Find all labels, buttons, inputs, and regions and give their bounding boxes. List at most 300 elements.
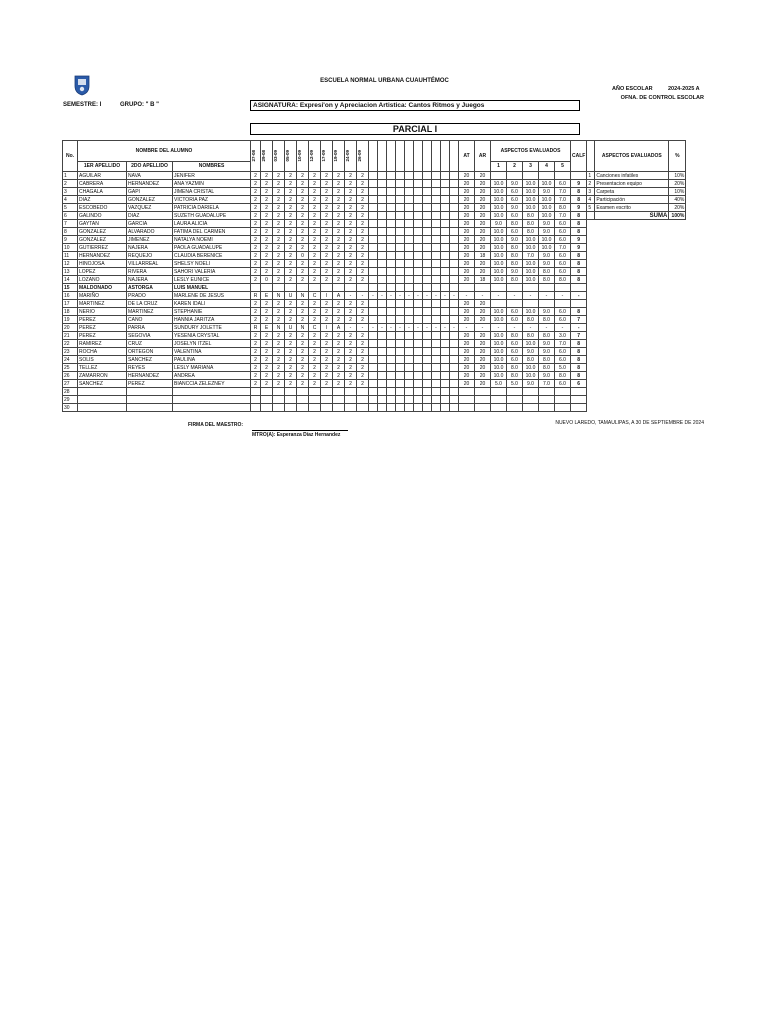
aspect-score: 10.0	[491, 332, 507, 340]
empty-cell	[669, 292, 686, 300]
empty-cell	[387, 332, 396, 340]
empty-cell	[378, 380, 387, 388]
empty-cell	[378, 372, 387, 380]
attendance-cell: 2	[309, 364, 321, 372]
row-number: 4	[63, 196, 78, 204]
aspect-score	[539, 396, 555, 404]
empty-cell	[387, 284, 396, 292]
empty-cell	[441, 348, 450, 356]
aspect-score: 9.0	[539, 372, 555, 380]
attendance-cell: 2	[285, 196, 297, 204]
ar-value: 20	[475, 260, 491, 268]
aspect-score: 9.0	[539, 260, 555, 268]
attendance-cell: 2	[297, 276, 309, 284]
attendance-cell	[251, 284, 261, 292]
empty-cell: -	[387, 324, 396, 332]
attendance-cell: 2	[251, 380, 261, 388]
aspect-score: 6.0	[507, 308, 523, 316]
aspect-score: 10.0	[491, 372, 507, 380]
given-names: CLAUDIA BERENICE	[173, 252, 251, 260]
aspect-score: 6.0	[555, 268, 571, 276]
empty-cell	[595, 332, 669, 340]
empty-cell	[587, 356, 595, 364]
aspect-score: 8.0	[555, 276, 571, 284]
attendance-cell: 2	[345, 316, 357, 324]
final-grade: 8	[571, 260, 587, 268]
attendance-cell: 2	[251, 348, 261, 356]
attendance-cell: 2	[309, 252, 321, 260]
empty-cell	[595, 316, 669, 324]
attendance-cell: 2	[285, 380, 297, 388]
given-names: ANDREA	[173, 372, 251, 380]
col-ap1: 1ER APELLIDO	[78, 161, 127, 171]
attendance-cell: 2	[345, 260, 357, 268]
ar-value: 20	[475, 268, 491, 276]
table-row	[63, 228, 686, 236]
grade-sheet	[62, 70, 707, 444]
attendance-cell: 2	[261, 220, 273, 228]
empty-cell	[396, 196, 405, 204]
ar-value	[475, 388, 491, 396]
row-number: 30	[63, 404, 78, 412]
final-grade	[571, 388, 587, 396]
empty-cell	[450, 396, 459, 404]
empty-cell	[423, 268, 432, 276]
attendance-cell: 2	[321, 380, 333, 388]
attendance-cell	[251, 396, 261, 404]
empty-cell	[414, 244, 423, 252]
aspect-score	[539, 284, 555, 292]
attendance-cell: 2	[333, 212, 345, 220]
attendance-cell: 2	[357, 236, 369, 244]
empty-cell	[450, 340, 459, 348]
final-grade	[571, 284, 587, 292]
table-row	[63, 348, 686, 356]
empty-cell	[369, 388, 378, 396]
given-names: HANNIA JARITZA	[173, 316, 251, 324]
aspect-score: 10.0	[539, 244, 555, 252]
empty-cell	[387, 388, 396, 396]
given-names: PAOLA GUADALUPE	[173, 244, 251, 252]
aspect-score: -	[555, 324, 571, 332]
row-number: 20	[63, 324, 78, 332]
aspect-score: 10.0	[491, 196, 507, 204]
first-surname: MALDONADO	[78, 284, 127, 292]
empty-cell	[378, 244, 387, 252]
second-surname: NAVA	[127, 172, 173, 180]
col-ap2: 2DO APELLIDO	[127, 161, 173, 171]
table-row	[63, 188, 686, 196]
attendance-cell: 2	[333, 180, 345, 188]
table-row	[63, 268, 686, 276]
attendance-cell	[345, 404, 357, 412]
attendance-cell: 2	[297, 364, 309, 372]
aspect-score: 6.0	[507, 212, 523, 220]
ar-value: 20	[475, 356, 491, 364]
at-value: 20	[459, 204, 475, 212]
row-number: 26	[63, 372, 78, 380]
attendance-cell: 2	[273, 364, 285, 372]
first-surname: ROCHA	[78, 348, 127, 356]
attendance-cell: 2	[357, 276, 369, 284]
empty-cell	[405, 228, 414, 236]
empty-cell	[432, 204, 441, 212]
given-names: BIANCCIA ZELEZNEY	[173, 380, 251, 388]
ar-value: 20	[475, 300, 491, 308]
attendance-cell: 2	[285, 204, 297, 212]
aspect-score: 9.0	[491, 220, 507, 228]
final-grade: 9	[571, 204, 587, 212]
aspect-score: 10.0	[491, 308, 507, 316]
empty-cell	[423, 364, 432, 372]
attendance-cell: 2	[251, 252, 261, 260]
empty-cell	[414, 260, 423, 268]
attendance-cell: 2	[297, 172, 309, 180]
table-row	[63, 276, 686, 284]
attendance-cell: E	[261, 292, 273, 300]
school-year-value: 2024-2025 A	[668, 86, 700, 92]
col-no: No.	[63, 141, 78, 172]
empty-cell	[441, 332, 450, 340]
attendance-cell	[321, 284, 333, 292]
second-surname: PEREZ	[127, 380, 173, 388]
attendance-cell: 2	[309, 220, 321, 228]
aspect-score	[539, 172, 555, 180]
attendance-cell	[273, 284, 285, 292]
aspect-score	[523, 284, 539, 292]
attendance-cell	[261, 396, 273, 404]
aspect-score: 10.0	[539, 204, 555, 212]
attendance-cell: 2	[251, 300, 261, 308]
aspect-score: 10.0	[523, 236, 539, 244]
at-value: 20	[459, 372, 475, 380]
empty-cell	[387, 308, 396, 316]
attendance-cell: 2	[357, 356, 369, 364]
attendance-cell	[333, 404, 345, 412]
empty-cell	[669, 276, 686, 284]
second-surname: DE LA CRUZ	[127, 300, 173, 308]
empty-cell	[595, 308, 669, 316]
empty-cell	[669, 348, 686, 356]
empty-cell	[587, 308, 595, 316]
attendance-cell: 2	[345, 340, 357, 348]
empty-cell	[414, 196, 423, 204]
final-grade: -	[571, 324, 587, 332]
empty-cell	[595, 284, 669, 292]
ar-value	[475, 396, 491, 404]
empty-cell: -	[396, 292, 405, 300]
table-row	[63, 324, 686, 332]
empty-cell	[405, 172, 414, 180]
aspect-score: 10.0	[539, 180, 555, 188]
aspect-score: 6.0	[555, 228, 571, 236]
empty-cell: -	[387, 292, 396, 300]
attendance-cell	[357, 396, 369, 404]
empty-cell	[387, 268, 396, 276]
first-surname: DIAZ	[78, 196, 127, 204]
given-names: PATRICIA DARIELA	[173, 204, 251, 212]
table-row	[63, 212, 686, 220]
attendance-cell: 2	[297, 340, 309, 348]
second-surname: PARRA	[127, 324, 173, 332]
attendance-cell: 2	[357, 260, 369, 268]
empty-cell	[378, 220, 387, 228]
ar-value	[475, 284, 491, 292]
attendance-cell: 2	[285, 276, 297, 284]
attendance-cell: 2	[309, 340, 321, 348]
empty-cell	[369, 252, 378, 260]
empty-cell	[414, 188, 423, 196]
attendance-cell: 2	[297, 332, 309, 340]
empty-cell	[378, 388, 387, 396]
attendance-cell: 2	[251, 364, 261, 372]
attendance-cell: 2	[297, 300, 309, 308]
empty-cell	[441, 172, 450, 180]
empty-cell	[405, 220, 414, 228]
attendance-cell: 2	[285, 348, 297, 356]
second-surname: CRUZ	[127, 340, 173, 348]
empty-cell	[669, 316, 686, 324]
attendance-cell: 2	[261, 196, 273, 204]
attendance-cell: 2	[345, 364, 357, 372]
final-grade: 6	[571, 380, 587, 388]
attendance-cell: 2	[309, 236, 321, 244]
col-aspects: ASPECTOS EVALUADOS	[491, 141, 571, 162]
empty-cell: -	[405, 324, 414, 332]
attendance-cell: 2	[333, 372, 345, 380]
aspect-score: -	[523, 292, 539, 300]
attendance-cell: 2	[345, 180, 357, 188]
empty-cell	[587, 276, 595, 284]
at-value: -	[459, 324, 475, 332]
second-surname: JIMENEZ	[127, 236, 173, 244]
aspect-score: 6.0	[507, 316, 523, 324]
empty-cell	[423, 300, 432, 308]
aspect-score: 10.0	[523, 268, 539, 276]
date-col-8: 24-09	[345, 141, 357, 172]
aspect-score: 10.0	[523, 308, 539, 316]
attendance-cell: 2	[321, 276, 333, 284]
attendance-cell: 2	[345, 236, 357, 244]
empty-cell	[595, 380, 669, 388]
given-names: STEPHANIE	[173, 308, 251, 316]
aspect-score: 8.0	[507, 364, 523, 372]
attendance-cell: 2	[273, 332, 285, 340]
aspect-score: 10.0	[491, 268, 507, 276]
empty-cell	[369, 380, 378, 388]
empty-cell	[387, 252, 396, 260]
final-grade: 7	[571, 332, 587, 340]
attendance-cell: 2	[357, 380, 369, 388]
empty-cell	[669, 364, 686, 372]
attendance-cell: A	[333, 324, 345, 332]
attendance-cell: 2	[357, 308, 369, 316]
empty-cell	[369, 348, 378, 356]
col-at: AT	[459, 141, 475, 172]
empty-cell	[450, 364, 459, 372]
attendance-cell: 2	[345, 252, 357, 260]
first-surname: LOZANO	[78, 276, 127, 284]
aspect-number: 3	[587, 188, 595, 196]
attendance-cell	[297, 404, 309, 412]
empty-cell	[396, 356, 405, 364]
empty-cell	[587, 228, 595, 236]
attendance-cell: 2	[261, 380, 273, 388]
attendance-cell: 2	[273, 340, 285, 348]
second-surname: SANCHEZ	[127, 356, 173, 364]
empty-cell	[432, 300, 441, 308]
empty-cell	[378, 284, 387, 292]
empty-cell	[441, 252, 450, 260]
attendance-cell: 2	[309, 204, 321, 212]
empty-cell	[378, 404, 387, 412]
table-row	[63, 300, 686, 308]
empty-cell	[432, 196, 441, 204]
empty-cell	[441, 284, 450, 292]
ar-value: 20	[475, 316, 491, 324]
final-grade	[571, 396, 587, 404]
empty-cell	[378, 308, 387, 316]
row-number: 21	[63, 332, 78, 340]
empty-cell	[396, 300, 405, 308]
empty-cell	[396, 348, 405, 356]
empty-cell	[432, 340, 441, 348]
attendance-cell: 2	[273, 372, 285, 380]
row-number: 8	[63, 228, 78, 236]
empty-cell	[432, 396, 441, 404]
attendance-cell: 2	[345, 220, 357, 228]
attendance-cell: 2	[321, 244, 333, 252]
date-col-0: 27-08	[251, 141, 261, 172]
empty-cell	[396, 372, 405, 380]
empty-cell	[396, 268, 405, 276]
empty-cell	[587, 284, 595, 292]
empty-cell	[378, 364, 387, 372]
aspect-score: 6.0	[555, 380, 571, 388]
second-surname: NAJERA	[127, 244, 173, 252]
empty-cell: -	[423, 292, 432, 300]
aspect-score: 10.0	[491, 204, 507, 212]
empty-cell	[387, 380, 396, 388]
empty-cell	[669, 340, 686, 348]
given-names: LESLY MARIANA	[173, 364, 251, 372]
empty-cell	[378, 348, 387, 356]
empty-cell: -	[369, 292, 378, 300]
empty-cell	[587, 380, 595, 388]
aspect-score: 9.0	[539, 340, 555, 348]
attendance-cell: 2	[273, 316, 285, 324]
attendance-cell	[297, 284, 309, 292]
empty-cell	[432, 372, 441, 380]
empty-cell	[587, 292, 595, 300]
attendance-cell: 2	[321, 356, 333, 364]
aspect-score: 5.0	[555, 364, 571, 372]
attendance-cell	[333, 396, 345, 404]
attendance-cell: 2	[321, 172, 333, 180]
attendance-cell: 2	[357, 348, 369, 356]
empty-cell	[432, 348, 441, 356]
aspect-score: 7.0	[555, 340, 571, 348]
attendance-cell: 0	[297, 252, 309, 260]
attendance-cell	[309, 396, 321, 404]
empty-cell	[387, 220, 396, 228]
attendance-cell: 2	[261, 180, 273, 188]
second-surname	[127, 396, 173, 404]
empty-cell	[414, 220, 423, 228]
empty-cell	[378, 356, 387, 364]
empty-cell	[595, 372, 669, 380]
empty-cell	[396, 396, 405, 404]
attendance-cell: 2	[345, 372, 357, 380]
empty-cell	[432, 220, 441, 228]
given-names: SAHORI VALERIA	[173, 268, 251, 276]
aspect-num-4: 4	[539, 161, 555, 171]
final-grade: 8	[571, 356, 587, 364]
empty-cell	[587, 388, 595, 396]
first-surname	[78, 404, 127, 412]
attendance-cell: 2	[297, 260, 309, 268]
attendance-cell: 2	[345, 172, 357, 180]
row-number: 25	[63, 364, 78, 372]
aspect-name: Participación	[595, 196, 669, 204]
attendance-cell	[321, 396, 333, 404]
aspect-score	[555, 388, 571, 396]
empty-cell	[387, 404, 396, 412]
table-row	[63, 260, 686, 268]
second-surname: DIAZ	[127, 212, 173, 220]
empty-cell	[369, 284, 378, 292]
aspect-score: 6.0	[507, 348, 523, 356]
empty-cell: -	[423, 324, 432, 332]
attendance-cell	[261, 284, 273, 292]
aspect-score: 6.0	[555, 236, 571, 244]
attendance-cell: 2	[309, 196, 321, 204]
attendance-cell	[285, 284, 297, 292]
empty-cell	[369, 228, 378, 236]
given-names	[173, 388, 251, 396]
empty-cell	[405, 284, 414, 292]
empty-cell	[378, 188, 387, 196]
final-grade: 9	[571, 244, 587, 252]
second-surname: CANO	[127, 316, 173, 324]
aspect-score: 8.0	[539, 364, 555, 372]
aspect-score: 5.0	[491, 380, 507, 388]
first-surname: AGUILAR	[78, 172, 127, 180]
first-surname: GONZALEZ	[78, 236, 127, 244]
at-value: 20	[459, 228, 475, 236]
ar-value: 20	[475, 180, 491, 188]
attendance-cell: 2	[333, 236, 345, 244]
attendance-cell	[273, 404, 285, 412]
empty-cell	[414, 356, 423, 364]
empty-cell	[378, 196, 387, 204]
first-surname: PEREZ	[78, 324, 127, 332]
attendance-cell: 2	[273, 212, 285, 220]
empty-cell	[378, 340, 387, 348]
row-number: 7	[63, 220, 78, 228]
empty-cell	[378, 260, 387, 268]
teacher-signature-label: FIRMA DEL MAESTRO:	[188, 422, 243, 428]
attendance-cell: 2	[345, 268, 357, 276]
empty-cell	[587, 364, 595, 372]
empty-cell	[423, 332, 432, 340]
empty-cell	[450, 316, 459, 324]
aspect-score: 10.0	[491, 212, 507, 220]
aspect-score: 8.0	[507, 372, 523, 380]
table-row	[63, 332, 686, 340]
empty-cell	[369, 356, 378, 364]
at-value: 20	[459, 188, 475, 196]
